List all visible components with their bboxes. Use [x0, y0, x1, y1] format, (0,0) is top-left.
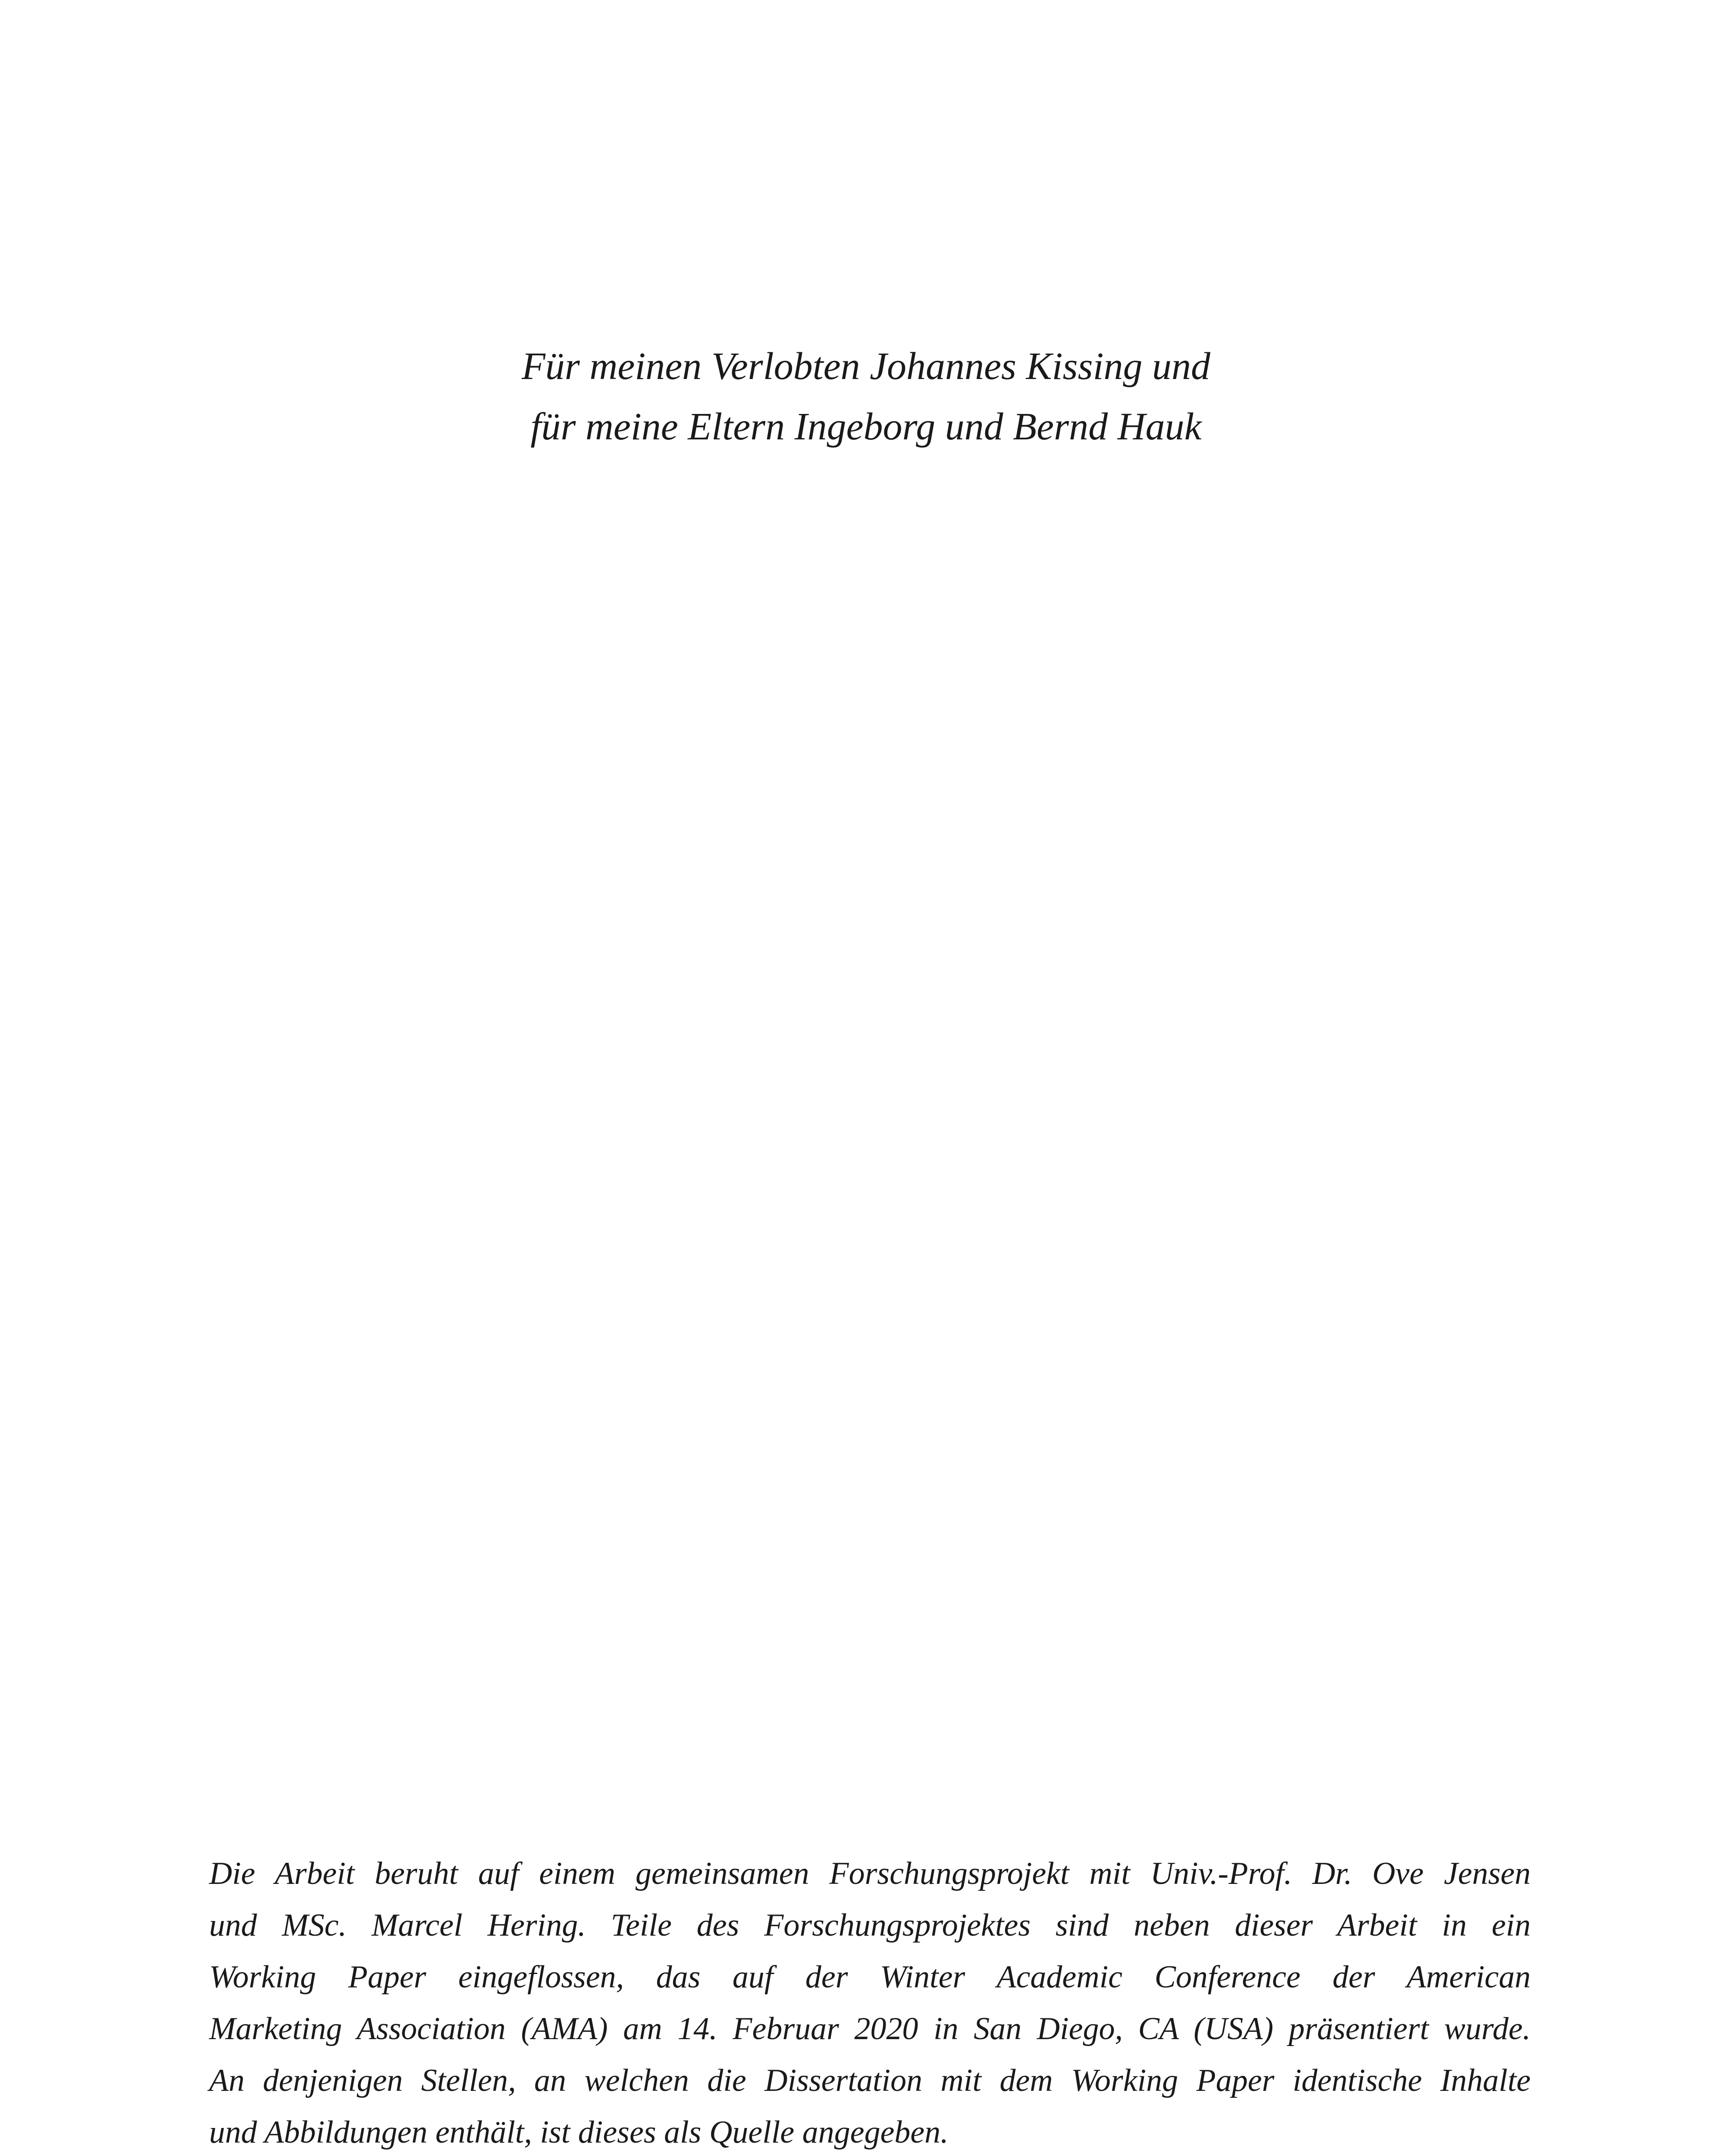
note-line: Marketing Association (AMA) am 14. Februar 2020 in San Diego, CA (USA) präsentiert wurde. [209, 2011, 1531, 2046]
note-line: Working Paper eingeflossen, das auf der Winter Academic Conference der American [209, 1959, 1531, 1995]
dedication [0, 336, 1732, 457]
note-line: Die Arbeit beruht auf einem gemeinsamen Forschungsprojekt mit Univ.-Prof. Dr. Ove Jensen [209, 1856, 1531, 1891]
dedication-line: Für meinen Verlobten Johannes Kissing und [521, 345, 1211, 388]
note-line: und MSc. Marcel Hering. Teile des Forschungsprojektes sind neben dieser Arbeit in ein [209, 1908, 1531, 1943]
research-note [209, 1848, 1531, 2156]
dedication-line: für meine Eltern Ingeborg und Bernd Hauk [530, 405, 1202, 448]
note-line: und Abbildungen enthält, ist dieses als Quelle angegeben. [209, 2115, 949, 2150]
note-line: An denjenigen Stellen, an welchen die Dissertation mit dem Working Paper identische Inhalte [209, 2063, 1531, 2098]
